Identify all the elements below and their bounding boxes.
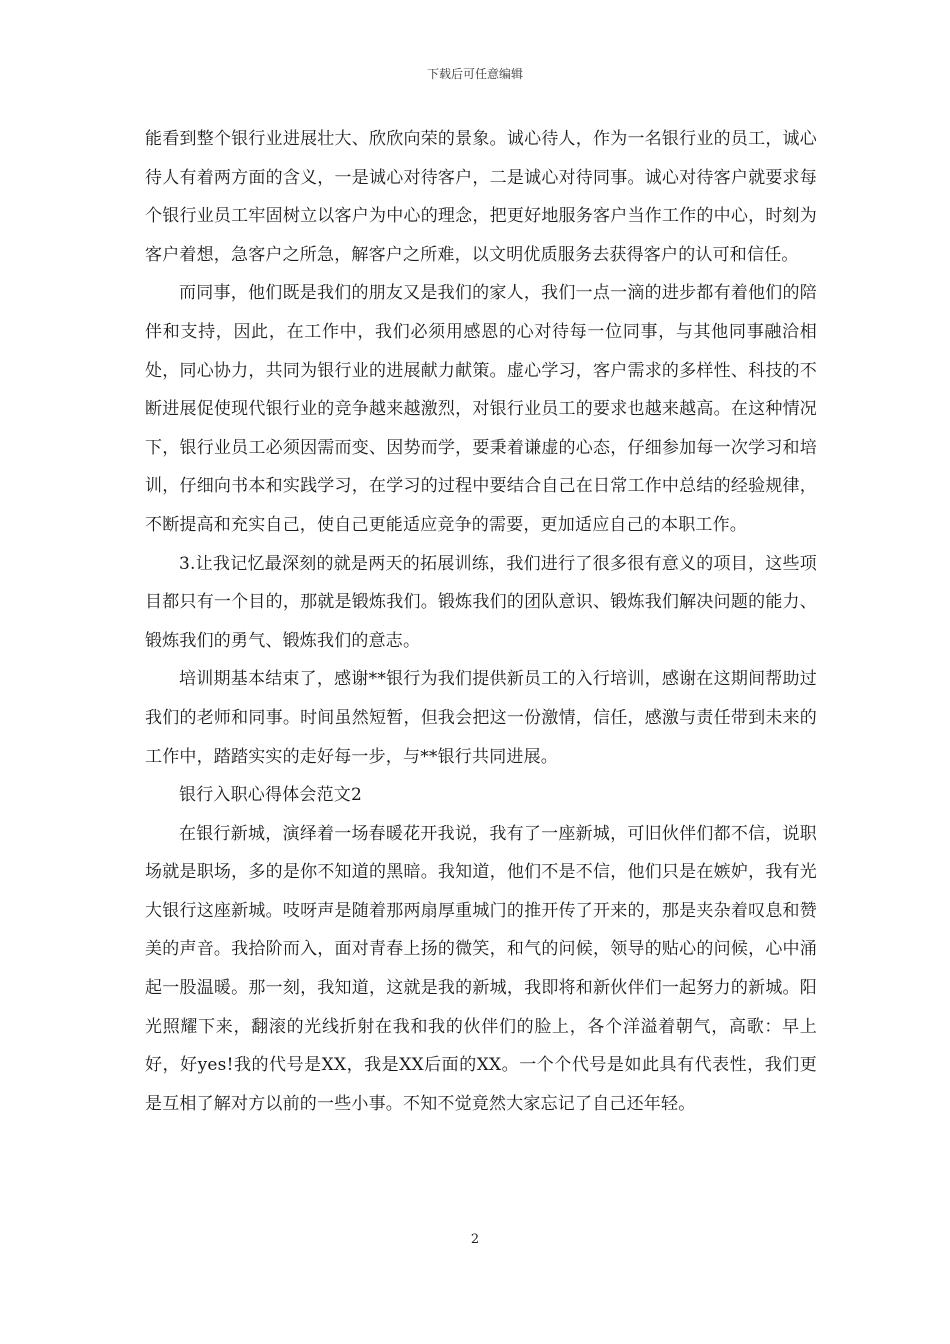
page-header: 下载后可任意编辑 xyxy=(426,67,523,81)
document-body xyxy=(145,120,817,1123)
paragraph: 能看到整个银行业进展壮大、欣欣向荣的景象。诚心待人，作为一名银行业的员工，诚心待人有着两方面的含义，一是诚心对待客户，二是诚心对待同事。诚心对待客户就要求每个银行业员工牢固树立以客户为中心的理念，把更好地服务客户当作工作的中心，时刻为客户着想，急客户之所急，解客户之所难，以文明优质服务去获得客户的认可和信任。 xyxy=(145,129,817,265)
paragraph: 在银行新城，演绎着一场春暖花开我说，我有了一座新城，可旧伙伴们都不信，说职场就是职场，多的是你不知道的黑暗。我知道，他们不是不信，他们只是在嫉妒，我有光大银行这座新城。吱呀声是随着那两扇厚重城门的推开传了开来的，那是夹杂着叹息和赞美的声音。我拾阶而入，面对青春上扬的微笑，和气的问候，领导的贴心的问候，心中涌起一股温暖。那一刻，我知道，这就是我的新城，我即将和新伙伴们一起努力的新城。阳光照耀下来，翻滚的光线折射在我和我的伙伴们的脸上，各个洋溢着朝气，高歌：早上好，好yes!我的代号是XX，我是XX后面的XX。一个个代号是如此具有代表性，我们更是互相了解对方以前的一些小事。不知不觉竟然大家忘记了自己还年轻。 xyxy=(145,823,817,1114)
section-heading: 银行入职心得体会范文2 xyxy=(179,785,363,806)
paragraph: 3.让我记忆最深刻的就是两天的拓展训练，我们进行了很多很有意义的项目，这些项目都只有一个目的，那就是锻炼我们。锻炼我们的团队意识、锻炼我们解决问题的能力、锻炼我们的勇气、锻炼我们的意志。 xyxy=(145,553,817,651)
page-number: 2 xyxy=(470,1232,480,1247)
paragraph: 培训期基本结束了，感谢**银行为我们提供新员工的入行培训，感谢在这期间帮助过我们的老师和同事。时间虽然短暂，但我会把这一份激情，信任，感激与责任带到未来的工作中，踏踏实实的走好每一步，与**银行共同进展。 xyxy=(145,669,817,767)
paragraph: 而同事，他们既是我们的朋友又是我们的家人，我们一点一滴的进步都有着他们的陪伴和支持，因此，在工作中，我们必须用感恩的心对待每一位同事，与其他同事融洽相处，同心协力，共同为银行业的进展献力献策。虚心学习，客户需求的多样性、科技的不断进展促使现代银行业的竞争越来越激烈，对银行业员工的要求也越来越高。在这种情况下，银行业员工必须因需而变、因势而学，要秉着谦虚的心态，仔细参加每一次学习和培训，仔细向书本和实践学习，在学习的过程中要结合自己在日常工作中总结的经验规律，不断提高和充实自己，使自己更能适应竞争的需要，更加适应自己的本职工作。 xyxy=(145,283,817,535)
